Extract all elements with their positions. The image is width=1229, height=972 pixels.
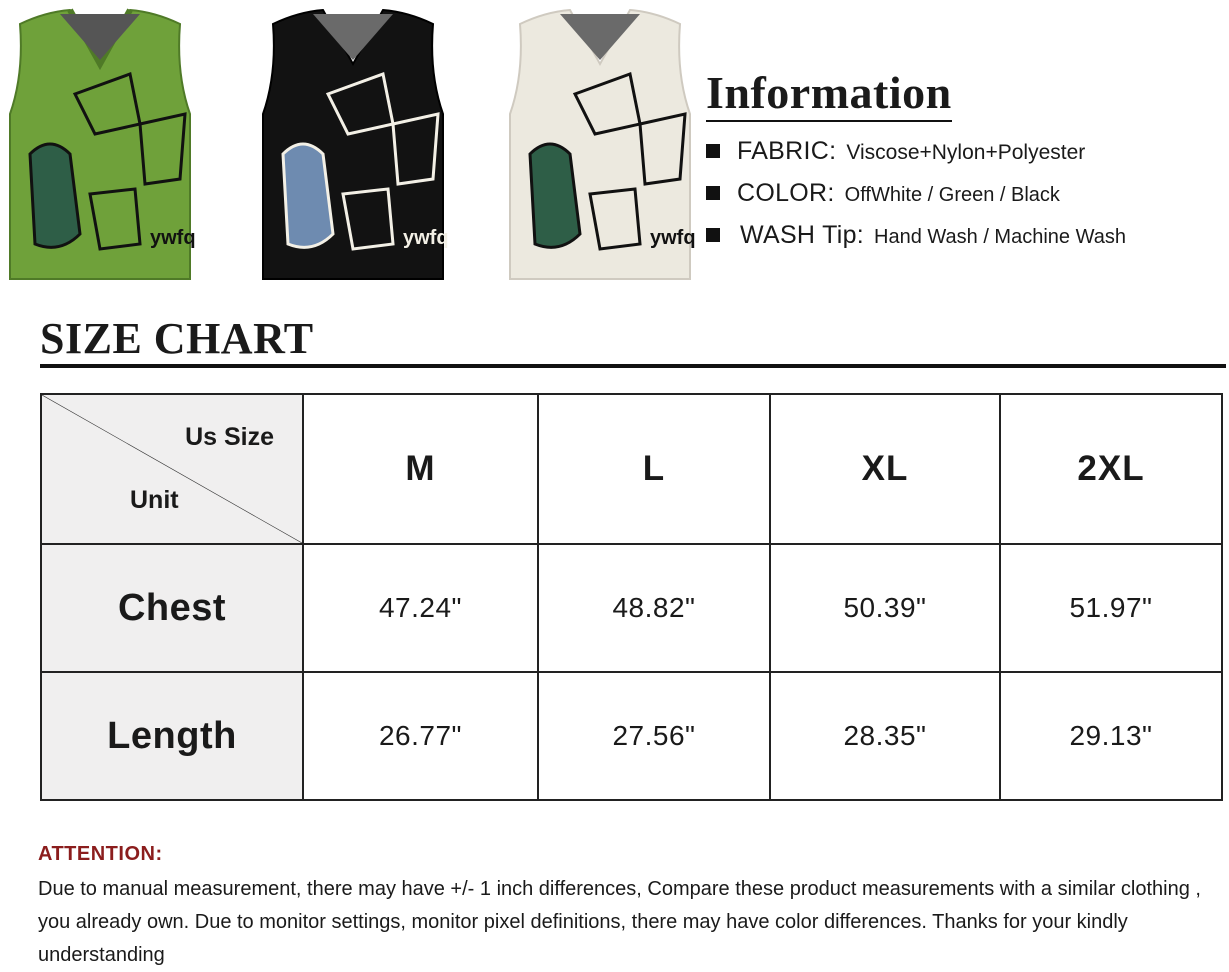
square-bullet-icon	[706, 186, 720, 200]
vest-logo-text: ywfq	[403, 227, 449, 249]
info-value: Hand Wash / Machine Wash	[874, 226, 1126, 248]
square-bullet-icon	[706, 228, 720, 242]
table-cell: 26.77"	[303, 672, 538, 800]
offwhite-vest-image	[500, 4, 700, 284]
corner-cell	[41, 394, 303, 544]
corner-label-unit: Unit	[130, 486, 179, 514]
square-bullet-icon	[706, 144, 720, 158]
info-fabric	[706, 137, 1126, 179]
row-label-length: Length	[41, 672, 303, 800]
table-row	[41, 544, 1222, 672]
table-cell: 50.39"	[770, 544, 1000, 672]
size-header-2xl: 2XL	[1000, 394, 1222, 544]
size-header-xl: XL	[770, 394, 1000, 544]
black-vest-image	[253, 4, 453, 284]
table-cell: 27.56"	[538, 672, 770, 800]
table-cell: 51.97"	[1000, 544, 1222, 672]
size-chart-divider	[40, 364, 1226, 368]
info-key: COLOR:	[737, 179, 835, 207]
diagonal-divider	[42, 395, 302, 543]
table-cell: 47.24"	[303, 544, 538, 672]
info-value: Viscose+Nylon+Polyester	[846, 141, 1086, 164]
green-vest-image	[0, 4, 200, 284]
size-header-l: L	[538, 394, 770, 544]
info-wash	[706, 221, 1126, 263]
attention-body: Due to manual measurement, there may have +/- 1 inch differences, Compare these product measurements with a similar clothing , you already own. Due to monitor settings, monitor pixel definitions, there may have color differences. Thanks for your kindly understanding	[38, 878, 1201, 966]
table-row	[41, 672, 1222, 800]
vest-logo-text: ywfq	[650, 227, 696, 249]
information-list	[706, 137, 1126, 263]
info-value: OffWhite / Green / Black	[844, 184, 1060, 206]
table-cell: 29.13"	[1000, 672, 1222, 800]
table-cell: 28.35"	[770, 672, 1000, 800]
attention-title: ATTENTION:	[38, 843, 163, 865]
table-header-row	[41, 394, 1222, 544]
size-chart-table	[40, 393, 1223, 801]
row-label-chest: Chest	[41, 544, 303, 672]
info-key: WASH Tip:	[740, 221, 865, 249]
vest-logo-text: ywfq	[150, 227, 196, 249]
info-color	[706, 179, 1126, 221]
size-header-m: M	[303, 394, 538, 544]
info-key: FABRIC:	[737, 137, 837, 165]
size-chart-title: SIZE CHART	[40, 314, 314, 363]
information-title: Information	[706, 66, 952, 122]
corner-label-us-size: Us Size	[185, 423, 274, 451]
table-cell: 48.82"	[538, 544, 770, 672]
